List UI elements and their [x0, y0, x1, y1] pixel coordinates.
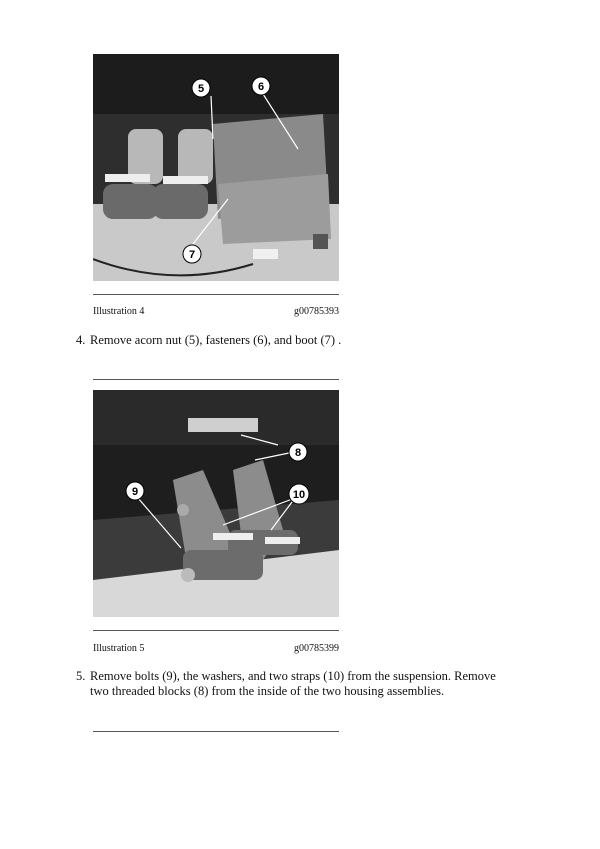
caption-label: Illustration 4: [93, 306, 145, 317]
callout-10: 10: [292, 489, 306, 501]
section-divider: [93, 731, 339, 732]
caption-label: Illustration 5: [93, 643, 145, 654]
caption-divider: [93, 630, 339, 631]
callout-7: 7: [188, 249, 196, 261]
caption-code: g00785393: [294, 306, 339, 317]
step-number: 4.: [76, 333, 86, 347]
caption-code: g00785399: [294, 643, 339, 654]
step-4: [76, 333, 516, 348]
callout-5: 5: [197, 83, 205, 95]
caption-divider: [93, 294, 339, 295]
strap-housing-photo: [93, 390, 339, 617]
callout-8: 8: [294, 447, 302, 459]
illustration-4-caption: [93, 306, 339, 317]
section-divider: [93, 379, 339, 380]
step-number: 5.: [76, 669, 86, 683]
step-text: Remove acorn nut (5), fasteners (6), and boot (7) .: [90, 333, 342, 347]
seat-suspension-photo: [93, 54, 339, 281]
step-text: Remove bolts (9), the washers, and two straps (10) from the suspension. Remove two threaded blocks (8) from the inside of the two housing assemblies.: [90, 669, 496, 698]
callout-6: 6: [257, 81, 265, 93]
callout-9: 9: [131, 486, 139, 498]
step-5: [76, 669, 516, 699]
illustration-4-photo: [93, 54, 339, 281]
illustration-5-caption: [93, 643, 339, 654]
illustration-5-photo: [93, 390, 339, 617]
